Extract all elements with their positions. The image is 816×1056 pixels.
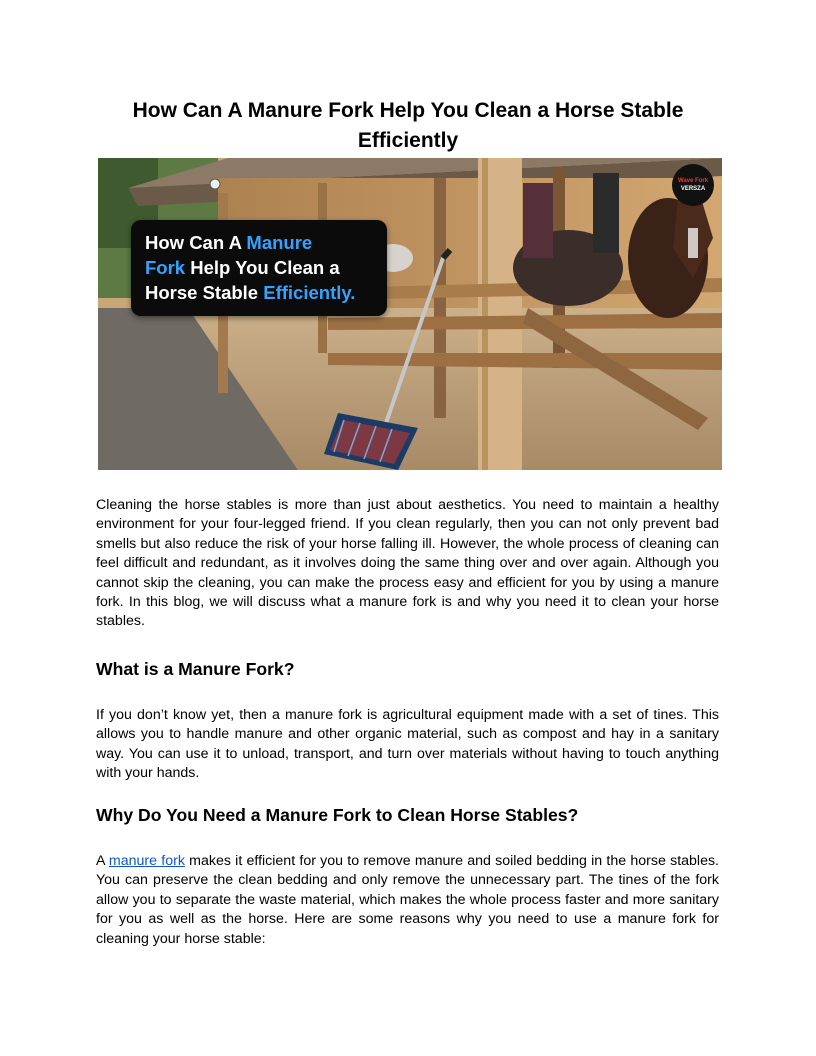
page-title: How Can A Manure Fork Help You Clean a Horse Stable Efficiently [132,99,684,152]
overlay-line-1: How Can A Manure [145,232,313,253]
hero-image [98,158,722,470]
overlay-line-3: Horse Stable Efficiently. [145,282,356,303]
intro-paragraph: Cleaning the horse stables is more than just about aesthetics. You need to maintain a healthy environment for your four-legged friend. If you clean regularly, then you can not only prevent bad smells but also reduce the risk of your horse falling ill. However, the whole process of cleaning can feel difficult and redundant, as it involves doing the same thing over and over again. Although you cannot skip the cleaning, you can make the process easy and efficient for you by using a manure fork. In this blog, we will discuss what a manure fork is and why you need it to clean your horse stables. [96,497,719,630]
section-heading-what-is: What is a Manure Fork? [96,659,295,679]
overlay-line-2: Fork Help You Clean a [145,257,340,278]
why-need-paragraph: A manure fork makes it efficient for you to remove manure and soiled bedding in the horse stables. You can preserve the clean bedding and only remove the unnecessary part. The tines of the fork allow you to separate the waste material, which makes the whole process faster and more sanitary for you as well as the horse. Here are some reasons why you need to use a manure fork for cleaning your horse stable: [96,853,719,947]
brand-logo: Wave Fork VERSZA [672,164,714,206]
hero-overlay-title [131,220,387,316]
what-is-paragraph: If you don’t know yet, then a manure fork is agricultural equipment made with a set of tines. This allows you to handle manure and other organic material, such as compost and hay in a sanitary way. You can use it to unload, transport, and turn over materials without having to touch anything with your hands. [96,707,719,782]
section-heading-why-need: Why Do You Need a Manure Fork to Clean Horse Stables? [96,805,579,825]
manure-fork-link[interactable]: manure fork [108,853,185,869]
